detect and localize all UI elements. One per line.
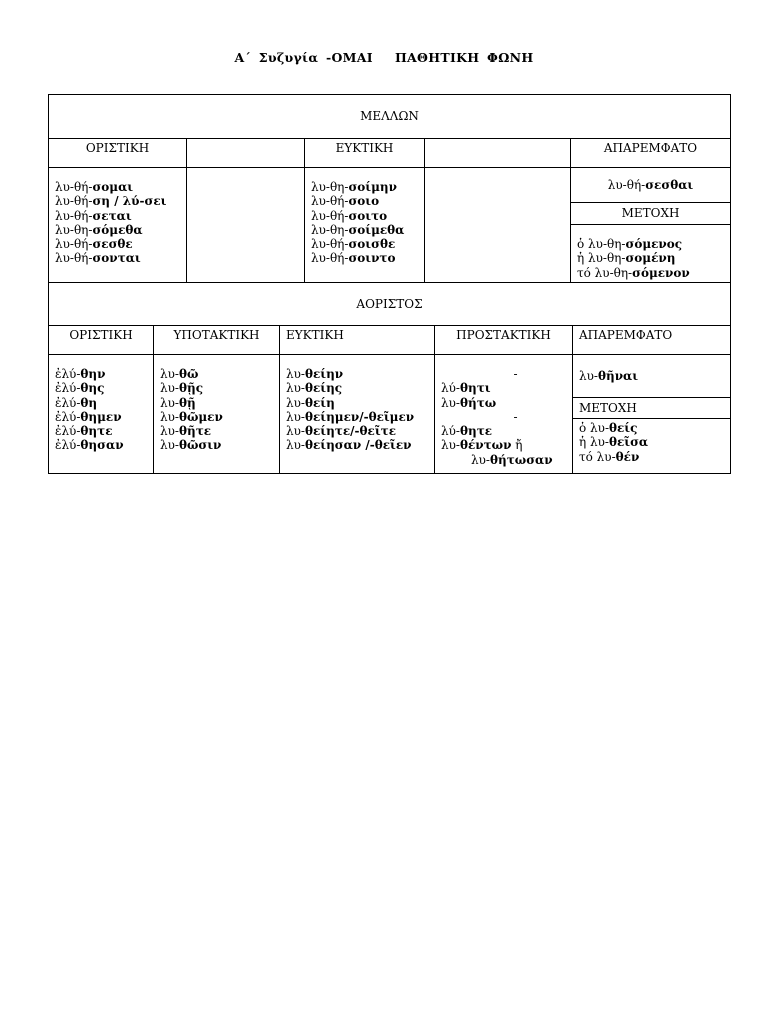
future-col-empty-2 (425, 139, 571, 168)
form-line: λυ-θείη (286, 395, 335, 410)
form-line: λύ-θητε (441, 424, 493, 439)
page-title (0, 50, 768, 65)
future-col-optative: ΕΥΚΤΙΚΗ (305, 139, 425, 168)
aorist-subjunctive-forms (154, 355, 280, 474)
aorist-table (48, 282, 731, 474)
form-line: λυ-θη-σόμεθα (55, 222, 143, 237)
form-line: τό λυ-θέν (579, 449, 640, 464)
form-line: λυ-θή-σοιντο (311, 251, 396, 266)
aorist-col-participle: ΜΕΤΟΧΗ (573, 398, 731, 419)
form-line: λύ-θητι (441, 381, 491, 396)
form-line: λυ-θείημεν/-θεῖμεν (286, 409, 415, 424)
aorist-col-optative: ΕΥΚΤΙΚΗ (280, 326, 435, 355)
future-heading: ΜΕΛΛΩΝ (49, 95, 731, 139)
form-line: ἐλύ-θης (55, 381, 105, 396)
form-line: ἐλύ-θημεν (55, 409, 122, 424)
form-line: ἐλύ-θησαν (55, 438, 124, 453)
form-line: λυ-θή-σεται (55, 208, 132, 223)
form-line: λυ-θή-σοιτο (311, 208, 388, 223)
form-line: λυ-θείης (286, 381, 343, 396)
aorist-heading: ΑΟΡΙΣΤΟΣ (49, 283, 731, 326)
aorist-infinitive-form: λυ-θῆναι (573, 355, 731, 398)
form-line: λυ-θῇ (160, 395, 196, 410)
form-line: λυ-θῶμεν (160, 409, 223, 424)
future-col-empty-1 (187, 139, 305, 168)
form-line: λυ-θῶ (160, 367, 199, 381)
form-line: λυ-θείησαν /-θεῖεν (286, 438, 412, 453)
form-line: λυ-θῇς (160, 381, 204, 396)
form-line: λυ-θή-σεσθε (55, 237, 133, 252)
future-infinitive-form: λυ-θή-σεσθαι (571, 168, 731, 203)
form-line: λυ-θή-σονται (55, 251, 141, 266)
aorist-optative-forms (280, 355, 435, 474)
future-empty-cell-2 (425, 168, 571, 283)
aorist-col-imperative: ΠΡΟΣΤΑΚΤΙΚΗ (435, 326, 573, 355)
form-line: λυ-θή-σοιο (311, 194, 380, 209)
form-line: ἐλύ-θη (55, 395, 98, 410)
form-line: ὁ λυ-θείς (579, 421, 638, 435)
aorist-col-subjunctive: ΥΠΟΤΑΚΤΙΚΗ (154, 326, 280, 355)
form-line: ἡ λυ-θεῖσα (579, 435, 649, 450)
form-line: λυ-θήτω (441, 395, 497, 410)
form-line: λυ-θη-σοίμην (311, 180, 397, 194)
form-line: λυ-θη-σοίμεθα (311, 222, 405, 237)
future-indicative-forms (49, 168, 187, 283)
form-line: ἐλύ-θητε (55, 424, 113, 439)
form-line: λυ-θήτωσαν (471, 452, 553, 467)
future-participle-forms (571, 225, 731, 283)
aorist-participle-forms (573, 419, 731, 474)
future-table (48, 94, 731, 283)
title-voice: ΠΑΘΗΤΙΚΗ ΦΩΝΗ (394, 50, 534, 65)
form-line: λυ-θῆτε (160, 424, 212, 439)
aorist-col-indicative: ΟΡΙΣΤΙΚΗ (49, 326, 154, 355)
imperative-dash: - (513, 409, 518, 424)
aorist-col-infinitive: ΑΠΑΡΕΜΦΑΤΟ (573, 326, 731, 355)
future-col-participle: ΜΕΤΟΧΗ (571, 203, 731, 225)
future-col-infinitive: ΑΠΑΡΕΜΦΑΤΟ (571, 139, 731, 168)
form-line: λυ-θῶσιν (160, 438, 222, 453)
future-empty-cell-1 (187, 168, 305, 283)
future-optative-forms (305, 168, 425, 283)
form-line: ἐλύ-θην (55, 367, 106, 381)
form-line: τό λυ-θη-σόμενον (577, 265, 690, 280)
form-line: λυ-θή-ση / λύ-σει (55, 194, 167, 209)
future-col-indicative: ΟΡΙΣΤΙΚΗ (49, 139, 187, 168)
imperative-dash: - (513, 367, 518, 381)
aorist-imperative-forms (435, 355, 573, 474)
form-line: ὁ λυ-θη-σόμενος (577, 237, 683, 251)
form-line: λυ-θή-σομαι (55, 180, 134, 194)
form-line: ἡ λυ-θη-σομένη (577, 251, 676, 266)
title-conjugation: Α΄ Συζυγία -ΟΜΑΙ (234, 50, 373, 65)
aorist-indicative-forms (49, 355, 154, 474)
form-line: λυ-θή-σοισθε (311, 237, 396, 252)
form-line: λυ-θείητε/-θεῖτε (286, 424, 397, 439)
form-line: λυ-θείην (286, 367, 344, 381)
form-line: λυ-θέντων ἤ (441, 438, 523, 453)
